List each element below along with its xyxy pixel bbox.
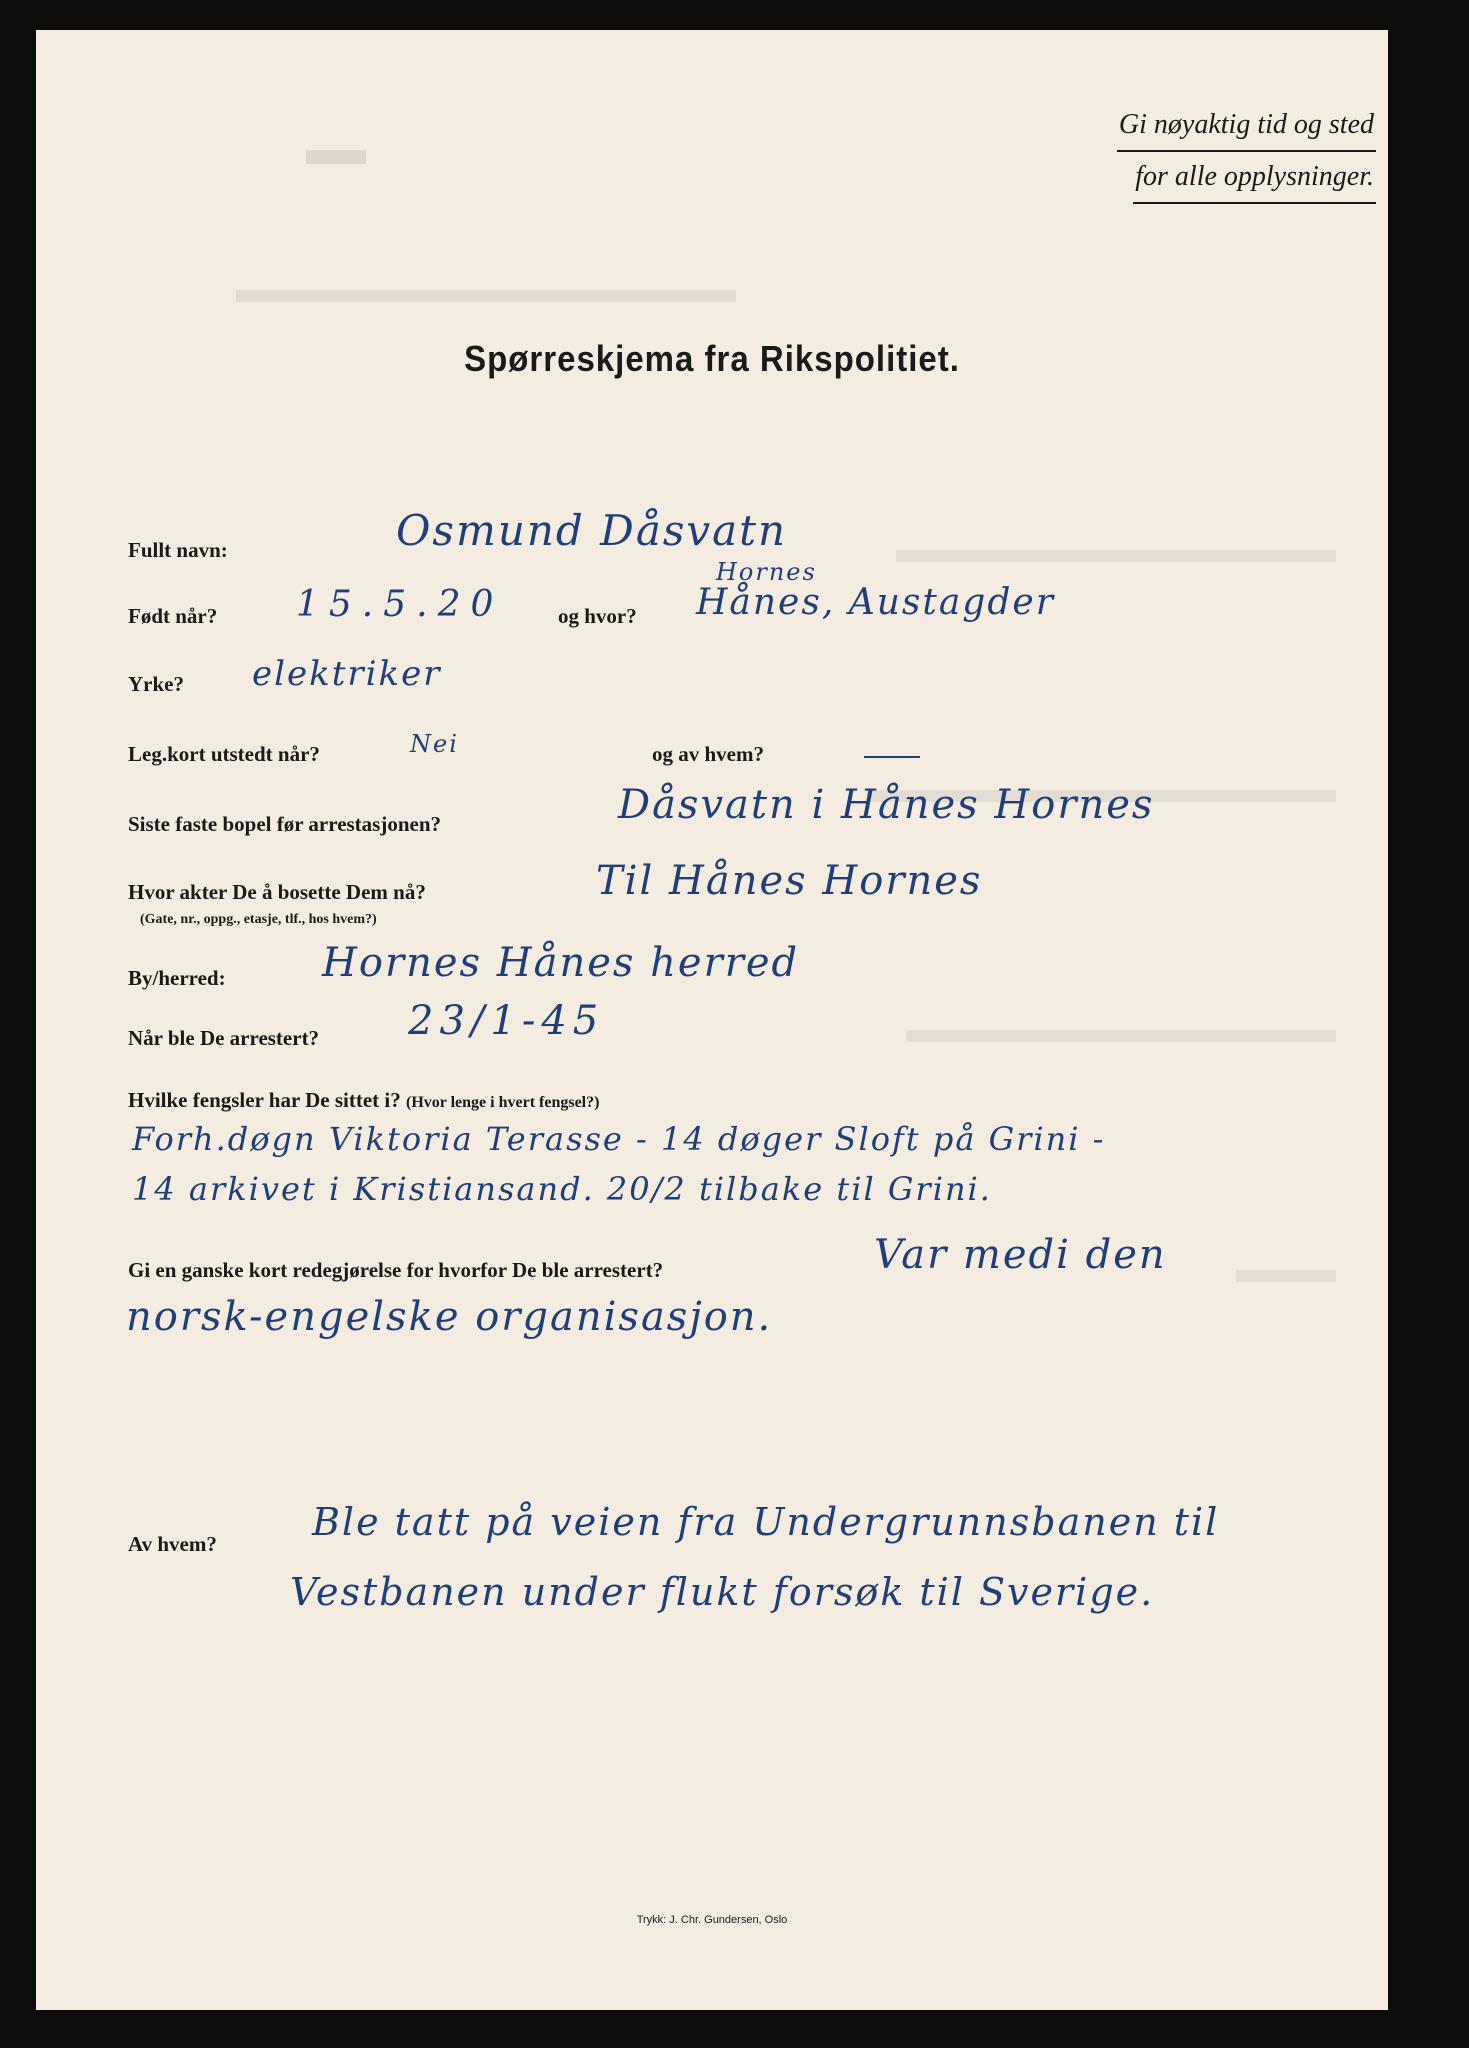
label-prisons-hint: (Hvor lenge i hvert fengsel?) [406,1094,600,1111]
label-id-issued-when: Leg.kort utstedt når? [128,742,320,766]
label-settle-where-hint: (Gate, nr., oppg., etasje, tlf., hos hvem?) [140,912,377,927]
bleed-through-mark [906,1030,1336,1042]
value-arrested-when: 23/1-45 [408,998,605,1044]
instruction-line-1: Gi nøyaktig tid og sted [1117,100,1376,152]
value-id-issued-when: Nei [410,730,459,758]
instruction-box [1006,100,1376,204]
value-born-where-insert: Hornes [716,558,817,586]
label-full-name: Fullt navn: [128,538,228,562]
label-occupation: Yrke? [128,672,184,696]
value-reason-line-1: Var medi den [874,1232,1167,1278]
value-reason-line-2: norsk-engelske organisasjon. [126,1294,773,1340]
value-born-when: 15.5.20 [296,584,504,625]
label-born-when: Født når? [128,604,218,628]
label-settle-where: Hvor akter De å bosette Dem nå? [128,880,426,904]
form-title: Spørreskjema fra Rikspolitiet. [464,338,960,379]
value-prisons-line-2: 14 arkivet i Kristiansand. 20/2 tilbake til Grini. [132,1170,992,1208]
label-born-where: og hvor? [558,604,637,628]
value-by-whom-line-2: Vestbanen under flukt forsøk til Sverige. [290,1570,1155,1614]
bleed-through-mark [306,150,366,164]
value-by-whom-line-1: Ble tatt på veien fra Undergrunnsbanen til [312,1500,1220,1544]
label-arrested-when: Når ble De arrestert? [128,1026,320,1050]
value-id-issued-by-dash [864,756,920,758]
label-municipality: By/herred: [128,966,226,990]
label-last-address: Siste faste bopel før arrestasjonen? [128,812,442,836]
value-municipality: Hornes Hånes herred [322,940,800,986]
value-born-where: Hånes, Austagder [696,582,1055,623]
label-by-whom: Av hvem? [128,1532,217,1556]
bleed-through-mark [236,290,736,302]
questionnaire-page [36,30,1388,2010]
label-prisons-main: Hvilke fengsler har De sittet i? [128,1088,401,1112]
label-reason: Gi en ganske kort redegjørelse for hvorfor De ble arrestert? [128,1258,664,1282]
label-id-issued-by: og av hvem? [652,742,764,766]
label-prisons [128,1088,599,1113]
bleed-through-mark [1236,1270,1336,1282]
value-last-address: Dåsvatn i Hånes Hornes [618,782,1155,828]
bleed-through-mark [896,550,1336,562]
value-settle-where: Til Hånes Hornes [596,858,983,904]
value-full-name: Osmund Dåsvatn [396,506,788,555]
printer-credit: Trykk: J. Chr. Gundersen, Oslo [636,1914,788,1926]
instruction-line-2: for alle opplysninger. [1133,152,1376,204]
value-occupation: elektriker [252,654,442,694]
value-prisons-line-1: Forh.døgn Viktoria Terasse - 14 døger Sloft på Grini - [132,1120,1106,1158]
